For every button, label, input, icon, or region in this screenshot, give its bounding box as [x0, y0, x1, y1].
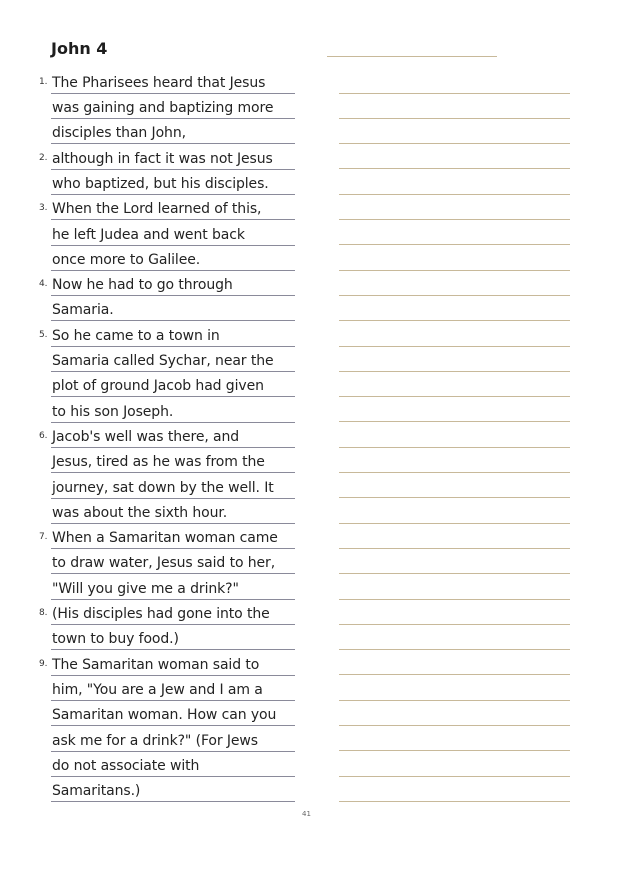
- verse-text: he left Judea and went back: [52, 226, 245, 243]
- writing-line: [339, 346, 570, 347]
- verse-line: [51, 245, 295, 271]
- verse-text: Samaria called Sychar, near the: [52, 353, 274, 370]
- verse-text: When the Lord learned of this,: [52, 201, 262, 218]
- verse-text: was about the sixth hour.: [52, 504, 228, 521]
- verse-line: [51, 295, 295, 321]
- verse-line: [51, 751, 295, 777]
- writing-line: [339, 447, 570, 448]
- writing-line: [339, 776, 570, 777]
- writing-line: [339, 548, 570, 549]
- verse-text: ask me for a drink?" (For Jews: [52, 732, 258, 749]
- writing-line: [339, 371, 570, 372]
- verse-text: journey, sat down by the well. It: [52, 479, 274, 496]
- verse-line: [51, 447, 295, 473]
- writing-line: [339, 674, 570, 675]
- writing-line: [339, 573, 570, 574]
- verse-line: [51, 725, 295, 751]
- writing-line: [339, 497, 570, 498]
- verse-text: Jacob's well was there, and: [52, 428, 240, 445]
- verse-text: Samaritan woman. How can you: [52, 707, 277, 724]
- verse-line: [51, 346, 295, 372]
- page-title: John 4: [51, 39, 108, 58]
- writing-line: [339, 143, 570, 144]
- page-number: 41: [302, 810, 311, 818]
- writing-line: [339, 700, 570, 701]
- writing-line: [339, 219, 570, 220]
- verse-number: 9.: [39, 658, 48, 669]
- verse-line: [51, 548, 295, 574]
- writing-line: [339, 472, 570, 473]
- verse-line: [51, 371, 295, 397]
- writing-line: [339, 295, 570, 296]
- verse-line: [39, 143, 295, 169]
- verse-number: 3.: [39, 203, 48, 214]
- writing-line: [339, 244, 570, 245]
- verse-text: who baptized, but his disciples.: [52, 175, 269, 192]
- verse-text: "Will you give me a drink?": [52, 580, 239, 597]
- verse-text: When a Samaritan woman came: [52, 530, 278, 547]
- writing-line: [339, 421, 570, 422]
- verse-line: [39, 649, 295, 675]
- verse-text: although in fact it was not Jesus: [52, 150, 273, 167]
- verse-text: him, "You are a Jew and I am a: [52, 681, 263, 698]
- verse-line: [51, 624, 295, 650]
- verse-number: 7.: [39, 532, 48, 543]
- verse-line: [39, 68, 295, 94]
- writing-line: [339, 801, 570, 802]
- verse-line: [51, 118, 295, 144]
- verse-line: [51, 700, 295, 726]
- verse-number: 1.: [39, 76, 48, 87]
- verse-line: [51, 498, 295, 524]
- verse-line: [51, 169, 295, 195]
- verse-text: to his son Joseph.: [52, 403, 174, 420]
- verse-line: [39, 523, 295, 549]
- verse-line: [39, 599, 295, 625]
- verse-line: [39, 194, 295, 220]
- verse-text: Samaria.: [52, 302, 114, 319]
- writing-line: [339, 750, 570, 751]
- writing-line: [339, 624, 570, 625]
- verse-line: [39, 270, 295, 296]
- verse-line: [51, 472, 295, 498]
- writing-line: [339, 118, 570, 119]
- verse-line: [51, 93, 295, 119]
- verse-text: once more to Galilee.: [52, 251, 201, 268]
- verse-line: [39, 422, 295, 448]
- verse-text: The Pharisees heard that Jesus: [52, 74, 266, 91]
- verse-text: do not associate with: [52, 757, 200, 774]
- verse-text: town to buy food.): [52, 631, 179, 648]
- writing-line: [339, 599, 570, 600]
- verse-line: [51, 219, 295, 245]
- writing-line: [339, 194, 570, 195]
- verse-text: to draw water, Jesus said to her,: [52, 555, 276, 572]
- verse-text: (His disciples had gone into the: [52, 606, 270, 623]
- verse-line: [51, 776, 295, 802]
- verse-text: Now he had to go through: [52, 277, 233, 294]
- writing-line: [339, 649, 570, 650]
- verse-line: [51, 574, 295, 600]
- writing-line: [339, 523, 570, 524]
- writing-line: [339, 396, 570, 397]
- verse-text: was gaining and baptizing more: [52, 100, 274, 117]
- writing-line: [339, 270, 570, 271]
- verse-text: So he came to a town in: [52, 327, 220, 344]
- writing-line: [339, 725, 570, 726]
- verse-line: [39, 321, 295, 347]
- verse-text: disciples than John,: [52, 125, 186, 142]
- title-writing-line: [327, 56, 497, 57]
- verse-line: [51, 675, 295, 701]
- writing-line: [339, 320, 570, 321]
- verse-number: 6.: [39, 430, 48, 441]
- verse-line: [51, 396, 295, 422]
- verse-text: The Samaritan woman said to: [52, 656, 260, 673]
- verse-number: 5.: [39, 329, 48, 340]
- writing-line: [339, 93, 570, 94]
- verse-text: plot of ground Jacob had given: [52, 378, 264, 395]
- verse-text: Jesus, tired as he was from the: [52, 454, 265, 471]
- verse-number: 4.: [39, 279, 48, 290]
- verse-number: 2.: [39, 152, 48, 163]
- verse-text: Samaritans.): [52, 783, 141, 800]
- verse-number: 8.: [39, 608, 48, 619]
- writing-line: [339, 168, 570, 169]
